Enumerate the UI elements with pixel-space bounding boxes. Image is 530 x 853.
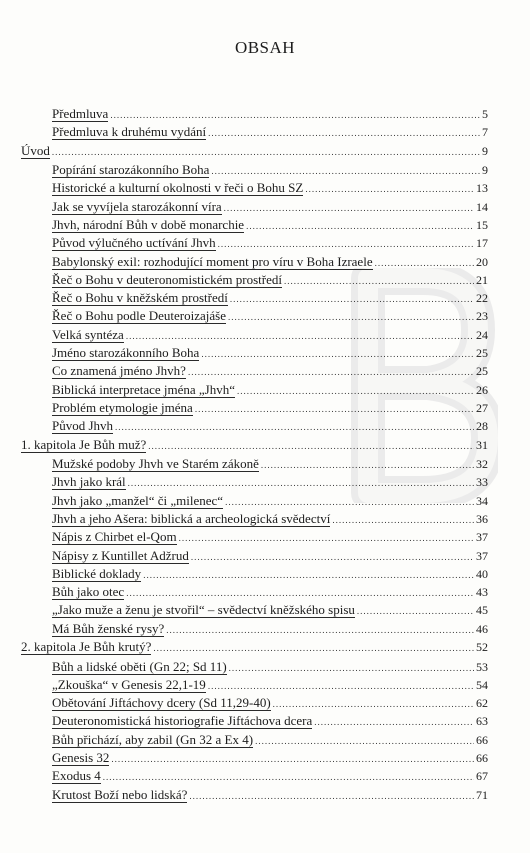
toc-page-number: 43 xyxy=(476,585,488,600)
toc-dot-leader xyxy=(314,715,474,730)
toc-entry-title[interactable]: Řeč o Bohu podle Deuteroizajáše xyxy=(52,308,226,324)
toc-entry[interactable] xyxy=(0,235,530,253)
toc-page-number: 31 xyxy=(476,437,488,452)
toc-page-number: 24 xyxy=(476,327,488,342)
toc-page-number: 33 xyxy=(476,475,488,490)
toc-entry-title[interactable]: Nápis z Chirbet el-Qom xyxy=(52,529,177,545)
toc-dot-leader xyxy=(143,568,474,583)
toc-dot-leader xyxy=(229,661,474,676)
toc-entry[interactable] xyxy=(0,732,530,750)
toc-entry-title[interactable]: Bůh přichází, aby zabil (Gn 32 a Ex 4) xyxy=(52,731,254,747)
toc-section-entry[interactable] xyxy=(0,639,530,659)
toc-dot-leader xyxy=(208,679,474,694)
toc-section-entry[interactable] xyxy=(0,143,530,163)
toc-dot-leader xyxy=(52,145,480,160)
toc-page-number: 36 xyxy=(476,511,488,526)
toc-dot-leader xyxy=(195,402,474,417)
toc-page-number: 5 xyxy=(482,107,488,121)
toc-entry-title[interactable]: Krutost Boží nebo lidská? xyxy=(52,786,188,802)
toc-page-number: 63 xyxy=(476,714,488,729)
toc-page-number: 66 xyxy=(476,751,488,765)
toc-entry[interactable] xyxy=(0,493,530,511)
toc-entry[interactable] xyxy=(0,713,530,731)
toc-entry-title[interactable]: Jhvh, národní Bůh v době monarchie xyxy=(52,216,245,232)
toc-dot-leader xyxy=(126,586,474,601)
toc-entry[interactable] xyxy=(0,199,530,217)
toc-entry[interactable] xyxy=(0,124,530,142)
table-of-contents xyxy=(0,106,530,805)
toc-entry-title[interactable]: Jhvh jako král xyxy=(52,474,126,490)
toc-page-number: 21 xyxy=(476,272,488,287)
toc-dot-leader xyxy=(188,365,474,380)
toc-dot-leader xyxy=(284,274,474,289)
toc-entry-title[interactable]: Úvod xyxy=(21,142,50,158)
toc-dot-leader xyxy=(110,108,480,123)
toc-page-number: 15 xyxy=(476,217,488,232)
toc-page-number: 22 xyxy=(476,291,488,306)
toc-page-number: 46 xyxy=(476,621,488,636)
toc-entry-title[interactable]: Velká syntéza xyxy=(52,326,124,342)
toc-dot-leader xyxy=(305,182,474,197)
toc-page-number: 62 xyxy=(476,696,488,711)
toc-dot-leader xyxy=(148,439,474,454)
toc-entry[interactable] xyxy=(0,217,530,235)
toc-dot-leader xyxy=(103,770,474,785)
toc-entry-title[interactable]: Řeč o Bohu v kněžském prostředí xyxy=(52,290,228,306)
toc-page-number: 7 xyxy=(482,125,488,140)
toc-entry-title[interactable]: Jak se vyvíjela starozákonní víra xyxy=(52,198,222,214)
toc-entry[interactable] xyxy=(0,768,530,786)
toc-entry[interactable] xyxy=(0,584,530,602)
toc-page-number: 54 xyxy=(476,677,488,692)
toc-entry-title[interactable]: Původ výlučného uctívání Jhvh xyxy=(52,235,216,251)
toc-entry[interactable] xyxy=(0,529,530,547)
toc-entry-title[interactable]: Jhvh a jeho Ašera: biblická a archeologická svědectví xyxy=(52,510,331,526)
toc-entry-title[interactable]: Biblická interpretace jména „Jhvh“ xyxy=(52,381,236,397)
toc-dot-leader xyxy=(261,458,474,473)
toc-entry-title[interactable]: Jhvh jako „manžel“ či „milenec“ xyxy=(52,492,224,508)
toc-entry-title[interactable]: Genesis 32 xyxy=(52,750,110,765)
toc-page-number: 28 xyxy=(476,419,488,434)
toc-entry[interactable] xyxy=(0,750,530,768)
toc-page-number: 14 xyxy=(476,199,488,214)
toc-dot-leader xyxy=(228,310,474,325)
toc-entry[interactable] xyxy=(0,290,530,308)
toc-dot-leader xyxy=(224,201,474,216)
toc-page-number: 9 xyxy=(482,143,488,158)
toc-entry[interactable] xyxy=(0,106,530,124)
toc-page-number: 9 xyxy=(482,163,488,178)
toc-entry-title[interactable]: Řeč o Bohu v deuteronomistickém prostředí xyxy=(52,271,282,287)
toc-dot-leader xyxy=(191,550,474,565)
toc-entry-title[interactable]: Historické a kulturní okolnosti v řeči o Bohu SZ xyxy=(52,180,304,196)
toc-page-number: 37 xyxy=(476,530,488,545)
toc-dot-leader xyxy=(201,347,474,362)
toc-page-number: 25 xyxy=(476,346,488,361)
toc-dot-leader xyxy=(111,752,474,767)
toc-entry[interactable] xyxy=(0,382,530,400)
toc-entry[interactable] xyxy=(0,548,530,566)
toc-entry[interactable] xyxy=(0,695,530,713)
toc-page-number: 25 xyxy=(476,364,488,379)
toc-entry[interactable] xyxy=(0,621,530,639)
toc-dot-leader xyxy=(189,789,474,804)
toc-entry-title[interactable]: 2. kapitola Je Bůh krutý? xyxy=(21,639,152,655)
toc-dot-leader xyxy=(128,476,474,491)
toc-dot-leader xyxy=(237,384,474,399)
toc-page-number: 20 xyxy=(476,254,488,269)
toc-dot-leader xyxy=(126,329,474,344)
toc-dot-leader xyxy=(246,219,474,234)
toc-page-number: 13 xyxy=(476,181,488,196)
toc-entry-title[interactable]: Předmluva xyxy=(52,106,109,121)
toc-entry-title[interactable]: Jméno starozákonního Boha xyxy=(52,345,200,361)
toc-dot-leader xyxy=(230,292,474,307)
toc-page-number: 67 xyxy=(476,769,488,784)
toc-page-number: 40 xyxy=(476,566,488,581)
toc-entry[interactable] xyxy=(0,602,530,620)
toc-dot-leader xyxy=(153,641,474,656)
toc-dot-leader xyxy=(166,623,474,638)
toc-page-number: 52 xyxy=(476,640,488,655)
toc-page-number: 32 xyxy=(476,457,488,472)
toc-entry[interactable] xyxy=(0,566,530,584)
toc-dot-leader xyxy=(225,495,474,510)
toc-entry[interactable] xyxy=(0,418,530,436)
toc-dot-leader xyxy=(115,420,474,435)
toc-dot-leader xyxy=(255,734,474,749)
toc-entry-title[interactable]: „Zkouška“ v Genesis 22,1-19 xyxy=(52,676,206,692)
page-title: OBSAH xyxy=(234,38,296,57)
toc-page-number: 53 xyxy=(476,659,488,674)
toc-dot-leader xyxy=(179,531,474,546)
toc-entry-title[interactable]: Problém etymologie jména xyxy=(52,399,193,415)
toc-section-entry[interactable] xyxy=(0,437,530,457)
toc-page-number: 45 xyxy=(476,603,488,618)
toc-page-number: 26 xyxy=(476,382,488,397)
toc-entry-title[interactable]: Původ Jhvh xyxy=(52,418,114,434)
toc-entry-title[interactable]: Co znamená jméno Jhvh? xyxy=(52,363,186,379)
toc-entry[interactable] xyxy=(0,327,530,345)
toc-page-number: 17 xyxy=(476,236,488,251)
toc-entry-title[interactable]: 1. kapitola Je Bůh muž? xyxy=(21,436,147,452)
toc-entry[interactable] xyxy=(0,254,530,272)
toc-entry[interactable] xyxy=(0,345,530,363)
toc-page-number: 66 xyxy=(476,732,488,747)
toc-dot-leader xyxy=(218,237,474,252)
toc-entry[interactable] xyxy=(0,787,530,805)
toc-page-number: 23 xyxy=(476,309,488,324)
toc-entry-title[interactable]: Má Bůh ženské rysy? xyxy=(52,620,165,636)
toc-entry-title[interactable]: Předmluva k druhému vydání xyxy=(52,124,207,140)
toc-entry[interactable] xyxy=(0,400,530,418)
toc-page-number: 71 xyxy=(476,787,488,802)
toc-entry-title[interactable]: Obětování Jiftáchovy dcery (Sd 11,29-40) xyxy=(52,695,271,711)
toc-entry-title[interactable]: Exodus 4 xyxy=(52,768,101,784)
toc-dot-leader xyxy=(273,697,474,712)
toc-entry-title[interactable]: Nápisy z Kuntillet Adžrud xyxy=(52,547,189,563)
toc-entry-title[interactable]: Bůh a lidské oběti (Gn 22; Sd 11) xyxy=(52,658,227,674)
toc-dot-leader xyxy=(208,126,480,141)
toc-dot-leader xyxy=(332,513,474,528)
toc-page-number: 37 xyxy=(476,548,488,563)
toc-page-number: 34 xyxy=(476,493,488,508)
toc-dot-leader xyxy=(375,256,474,271)
toc-entry[interactable] xyxy=(0,363,530,381)
toc-entry[interactable] xyxy=(0,162,530,180)
toc-entry[interactable] xyxy=(0,272,530,290)
toc-entry-title[interactable]: „Jako muže a ženu je stvořil“ – svědectví kněžského spisu xyxy=(52,602,355,618)
toc-entry[interactable] xyxy=(0,456,530,474)
toc-entry-title[interactable]: Mužské podoby Jhvh ve Starém zákoně xyxy=(52,456,259,472)
toc-entry-title[interactable]: Deuteronomistická historiografie Jiftáchova dcera xyxy=(52,713,313,729)
toc-entry[interactable] xyxy=(0,474,530,492)
toc-page-number: 27 xyxy=(476,400,488,415)
toc-dot-leader xyxy=(357,604,474,619)
toc-entry[interactable] xyxy=(0,308,530,326)
toc-entry-title[interactable]: Babylonský exil: rozhodující moment pro víru v Boha Izraele xyxy=(52,253,373,269)
toc-entry[interactable] xyxy=(0,180,530,198)
toc-entry[interactable] xyxy=(0,659,530,677)
toc-entry-title[interactable]: Popírání starozákonního Boha xyxy=(52,162,210,178)
toc-dot-leader xyxy=(211,164,480,179)
toc-entry[interactable] xyxy=(0,511,530,529)
toc-entry[interactable] xyxy=(0,677,530,695)
toc-entry-title[interactable]: Bůh jako otec xyxy=(52,584,125,600)
toc-entry-title[interactable]: Biblické doklady xyxy=(52,565,142,581)
